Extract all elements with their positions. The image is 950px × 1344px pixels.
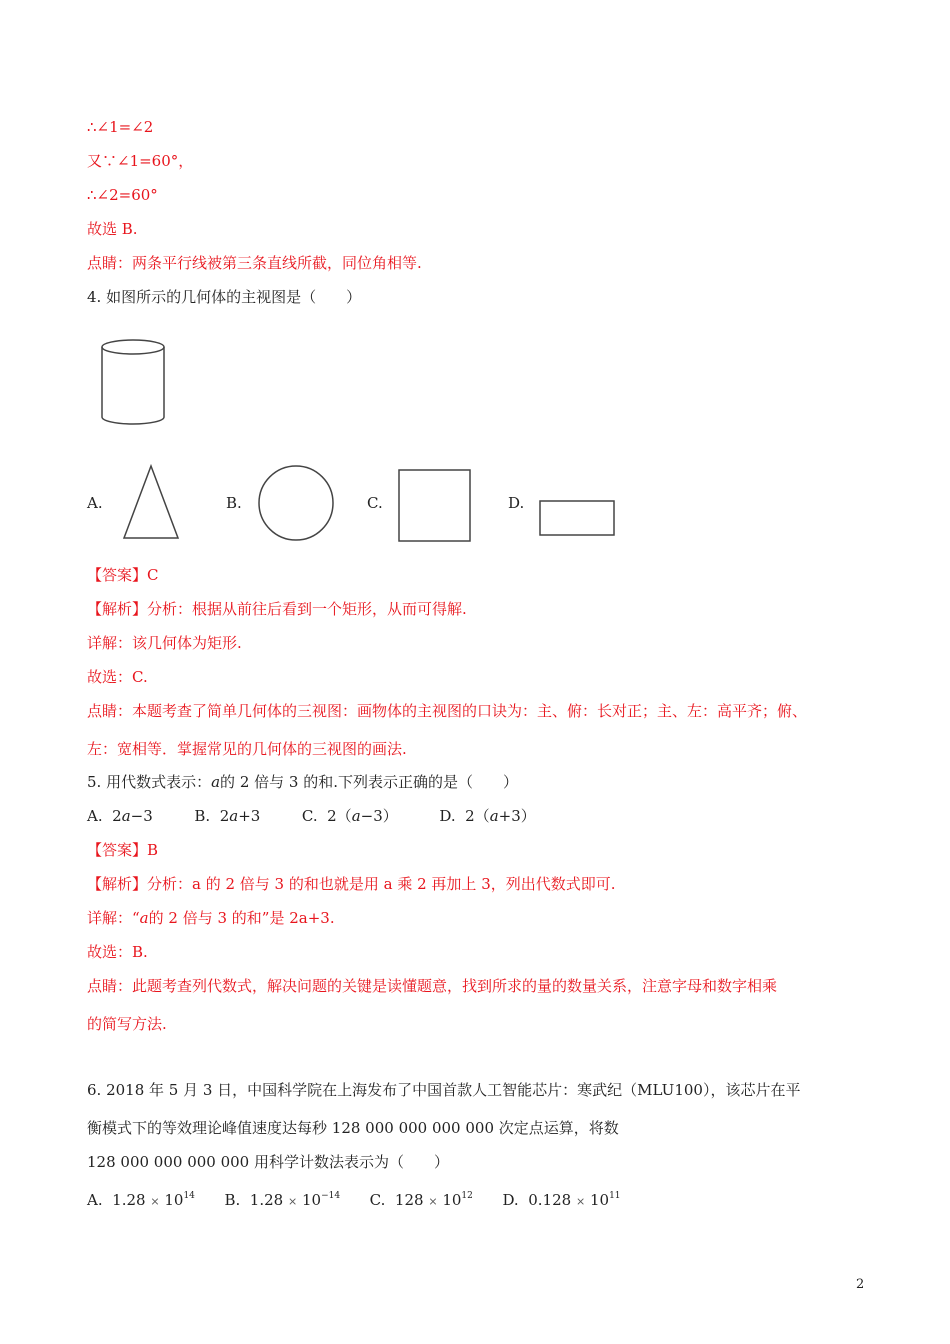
solution3-line2: 又∵∠1=60°， (87, 152, 194, 170)
q5-option-c: C. 2（a−3） (301, 807, 398, 825)
rectangle-icon (537, 498, 617, 538)
q5-option-a: A. 2a−3 (87, 807, 153, 825)
q6-stem-line3: 128 000 000 000 000 用科学计数法表示为（ ） (87, 1153, 449, 1171)
solution3-line1: ∴∠1=∠2 (87, 118, 154, 136)
q6-option-d: D. $0.128 \times 10^{11}$ (502, 1191, 621, 1209)
q4-option-d-label: D. (508, 494, 525, 512)
q4-comment-line2: 左：宽相等．掌握常见的几何体的三视图的画法. (87, 740, 407, 758)
q6-option-a: A. $1.28 \times 10^{14}$ (87, 1191, 195, 1209)
q5-stem-pre: 5. 用代数式表示： (87, 773, 212, 791)
q6-stem-line1: 6. 2018 年 5 月 3 日，中国科学院在上海发布了中国首款人工智能芯片：寒武纪（MLU100），该芯片在平 (87, 1081, 801, 1099)
q6-option-c: C. $128 \times 10^{12}$ (369, 1191, 473, 1209)
q4-choose: 故选：C. (87, 668, 148, 686)
q5-stem (87, 772, 518, 792)
page-number: 2 (856, 1277, 865, 1292)
q4-answer: 【答案】C (87, 566, 159, 584)
circle-icon (255, 462, 337, 544)
solution3-line3: ∴∠2=60° (87, 186, 158, 204)
q4-option-a-label: A. (87, 494, 103, 512)
q5-stem-var: a (211, 773, 221, 791)
q5-comment-line2: 的简写方法. (87, 1015, 167, 1033)
q4-option-b-label: B. (226, 494, 242, 512)
q5-option-d: D. 2（a+3） (439, 807, 536, 825)
cylinder-icon (95, 335, 173, 430)
q5-answer: 【答案】B (87, 841, 159, 859)
q4-detail: 详解：该几何体为矩形. (87, 634, 242, 652)
q6-stem-line2: 衡模式下的等效理论峰值速度达每秒 128 000 000 000 000 次定点运算，将数 (87, 1119, 619, 1137)
solution3-line4: 故选 B. (87, 220, 138, 238)
q4-option-c-label: C. (367, 494, 383, 512)
q5-options (87, 806, 536, 826)
q5-analysis: 【解析】分析：a 的 2 倍与 3 的和也就是用 a 乘 2 再加上 3，列出代数式即可. (87, 875, 616, 893)
q5-choose: 故选：B. (87, 943, 148, 961)
square-icon (396, 467, 474, 545)
q5-stem-post: 的 2 倍与 3 的和.下列表示正确的是（ ） (220, 773, 518, 791)
q5-detail: 详解：“a的 2 倍与 3 的和”是 2a+3. (87, 909, 335, 927)
q6-option-b: B. $1.28 \times 10^{-14}$ (224, 1191, 341, 1209)
q4-analysis: 【解析】分析：根据从前往后看到一个矩形，从而可得解. (87, 600, 467, 618)
q5-comment-line1: 点睛：此题考查列代数式，解决问题的关键是读懂题意，找到所求的量的数量关系，注意字母和数字相乘 (87, 977, 778, 995)
q4-stem: 4. 如图所示的几何体的主视图是（ ） (87, 288, 362, 306)
q4-comment-line1: 点睛：本题考查了简单几何体的三视图：画物体的主视图的口诀为：主、俯：长对正；主、左：高平齐；俯、 (87, 702, 808, 720)
q6-options (87, 1186, 621, 1212)
triangle-icon (120, 463, 182, 541)
q5-option-b: B. 2a+3 (194, 807, 261, 825)
solution3-comment: 点睛：两条平行线被第三条直线所截，同位角相等. (87, 254, 422, 272)
